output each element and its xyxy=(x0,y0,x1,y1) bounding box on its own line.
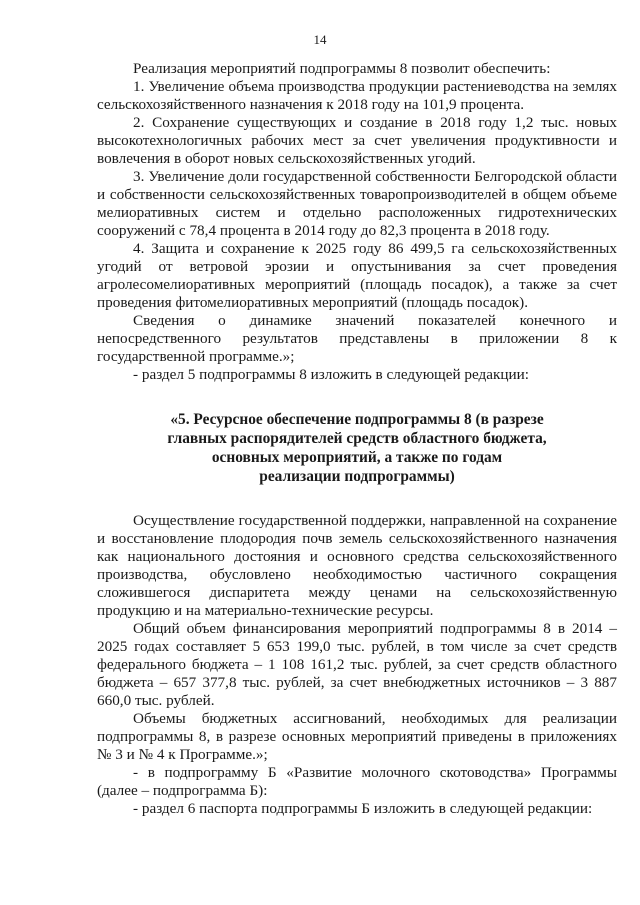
document-body xyxy=(97,60,617,818)
allocations-paragraph: Объемы бюджетных ассигнований, необходимых для реализации подпрограммы 8, в разрезе основных мероприятий приведены в приложениях № 3 и № 4 к Программе.»; xyxy=(97,710,617,763)
passport-section-instruction: - раздел 6 паспорта подпрограммы Б изложить в следующей редакции: xyxy=(133,800,593,817)
support-paragraph: Осуществление государственной поддержки, направленной на сохранение и восстановление плодородия почв земель сельскохозяйственного назначения как национального достояния и основного средства сельскохозяйственного производства, обусловлено необходимостью частичного сокращения сложившегося диспаритета между ценами на сельскохозяйственную продукцию и на материально-технические ресурсы. xyxy=(97,512,617,619)
section-heading xyxy=(97,410,617,486)
heading-line: «5. Ресурсное обеспечение подпрограммы 8 (в разрезе xyxy=(170,411,544,428)
page-number: 14 xyxy=(313,32,327,47)
result-item-4: 4. Защита и сохранение к 2025 году 86 499,5 га сельскохозяйственных угодий от ветровой эрозии и опустынивания за счет проведения агролесомелиоративных мероприятий (площадь посадок), а также за счет проведения фитомелиоративных мероприятий (площадь посадок). xyxy=(97,240,617,311)
intro-paragraph: Реализация мероприятий подпрограммы 8 позволит обеспечить: xyxy=(133,60,551,77)
heading-line: реализации подпрограммы) xyxy=(259,468,455,485)
result-item-1: 1. Увеличение объема производства продукции растениеводства на землях сельскохозяйственного назначения к 2018 году на 101,9 процента. xyxy=(97,78,617,113)
result-item-3: 3. Увеличение доли государственной собственности Белгородской области и собственности сельскохозяйственных товаропроизводителей в общем объеме мелиоративных систем и отдельно расположенных гидротехнических сооружений с 78,4 процента в 2014 году до 82,3 процента в 2018 году. xyxy=(97,168,617,239)
indicators-paragraph: Сведения о динамике значений показателей конечного и непосредственного результатов представлены в приложении 8 к государственной программе.»; xyxy=(97,312,617,365)
heading-line: основных мероприятий, а также по годам xyxy=(211,449,503,466)
heading-line: главных распорядителей средств областного бюджета, xyxy=(167,430,547,447)
section-5-instruction: - раздел 5 подпрограммы 8 изложить в следующей редакции: xyxy=(133,366,529,383)
subprogram-b-instruction: - в подпрограмму Б «Развитие молочного скотоводства» Программы (далее – подпрограмма Б): xyxy=(97,764,617,799)
funding-paragraph: Общий объем финансирования мероприятий подпрограммы 8 в 2014 – 2025 годах составляет 5 653 199,0 тыс. рублей, в том числе за счет средств федерального бюджета – 1 108 161,2 тыс. рублей, за счет средств областного бюджета – 657 377,8 тыс. рублей, за счет внебюджетных источников – 3 887 660,0 тыс. рублей. xyxy=(97,620,617,709)
result-item-2: 2. Сохранение существующих и создание в 2018 году 1,2 тыс. новых высокотехнологичных рабочих мест за счет увеличения продуктивности и вовлечения в оборот новых сельскохозяйственных угодий. xyxy=(97,114,617,167)
